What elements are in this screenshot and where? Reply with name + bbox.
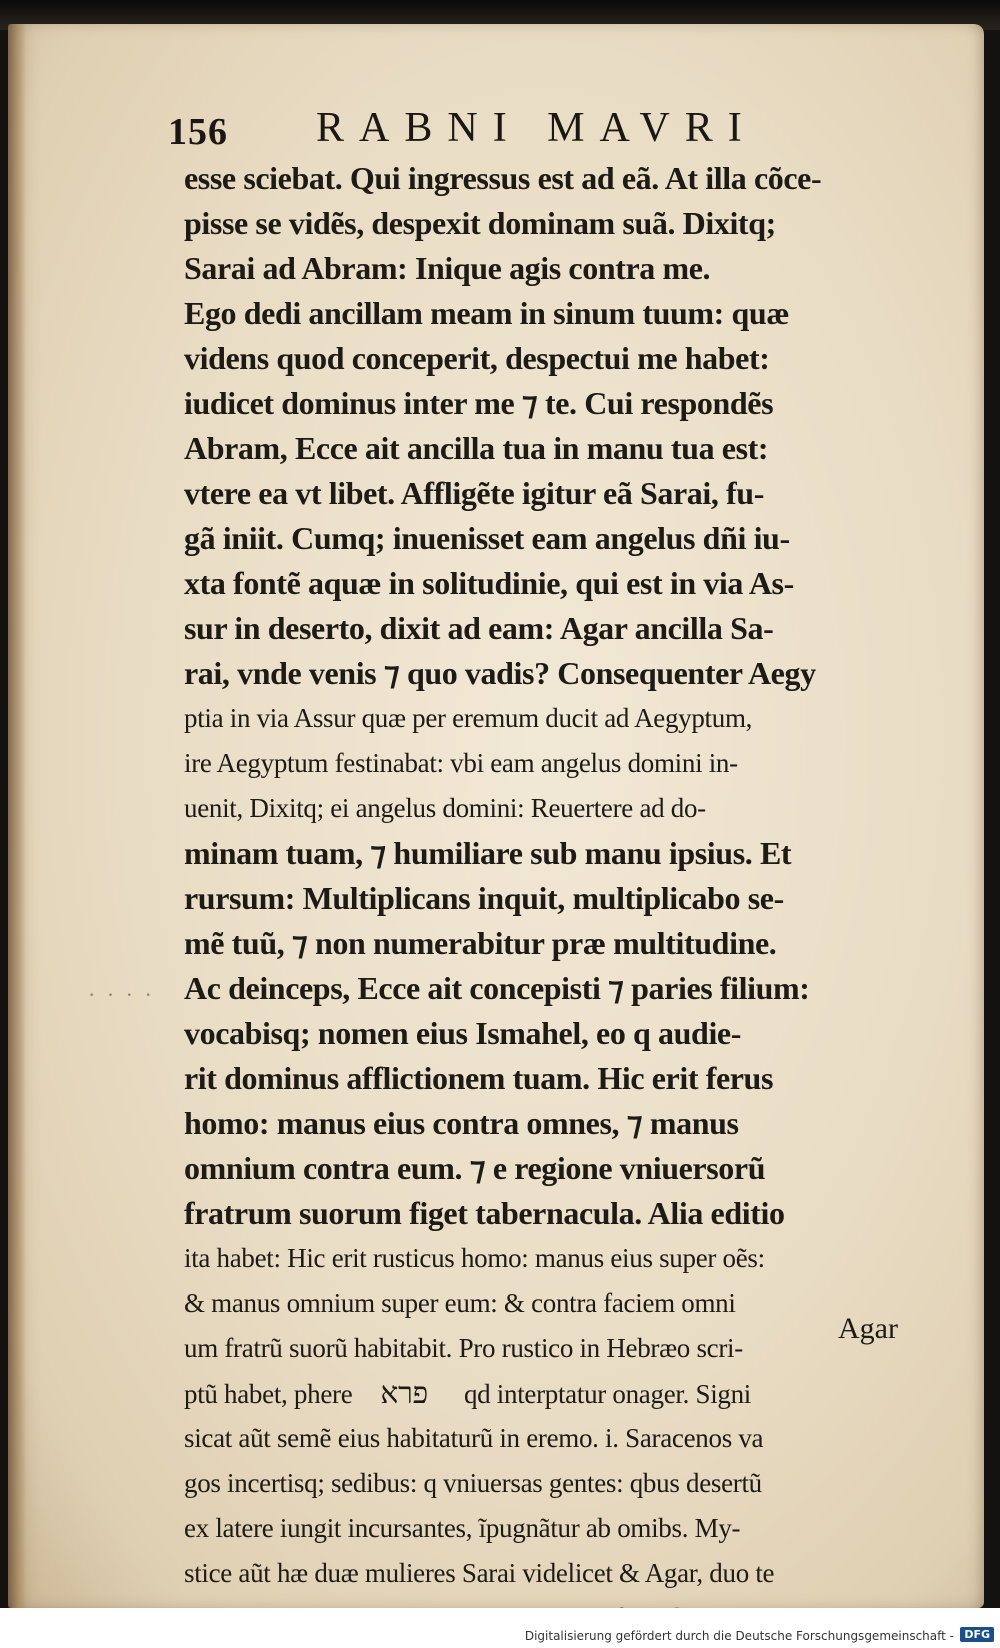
text-line: gos incertisq; sedibus: q vniuersas gentes: qbus desertũ — [184, 1468, 762, 1498]
funding-credit: Digitalisierung gefördert durch die Deutsche Forschungsgemeinschaft - — [524, 1629, 954, 1643]
text-fragment: ptũ habet, phere — [184, 1379, 353, 1409]
running-title: RABNI MAVRI — [316, 105, 757, 151]
page-number: 156 — [168, 111, 228, 153]
text-line: uenit, Dixitq; ei angelus domini: Reuertere ad do- — [184, 793, 706, 823]
text-line: sur in deserto, dixit ad eam: Agar ancilla Sa- — [184, 610, 774, 646]
text-line: gã iniit. Cumq; inuenisset eam angelus dñi iu- — [184, 520, 790, 556]
text-line: & manus omnium super eum: & contra faciem omni — [184, 1288, 736, 1318]
text-block — [184, 156, 910, 1641]
text-line: rursum: Multiplicans inquit, multiplicabo se- — [184, 880, 784, 916]
text-fragment: qd interptatur onager. Signi — [463, 1379, 751, 1409]
text-line: um fratrũ suorũ habitabit. Pro rustico in Hebræo scri- — [184, 1333, 743, 1363]
binding-edge — [8, 24, 26, 1608]
text-line: stice aũt hæ duæ mulieres Sarai videlicet & Agar, duo te — [184, 1558, 775, 1588]
footer-bar — [0, 1608, 1000, 1648]
margin-mark: · · · · — [88, 982, 155, 1007]
text-line: Sarai ad Abram: Inique agis contra me. — [184, 250, 711, 286]
text-line: homo: manus eius contra omnes, ⁊ manus — [184, 1105, 739, 1141]
text-line: fratrum suorum figet tabernacula. Alia editio — [184, 1195, 785, 1231]
text-line: rai, vnde venis ⁊ quo vadis? Consequenter Aegy — [184, 655, 816, 691]
text-line: Abram, Ecce ait ancilla tua in manu tua est: — [184, 430, 769, 466]
text-line: Ac deinceps, Ecce ait concepisti ⁊ paries filium: — [184, 970, 810, 1006]
text-line: ex latere iungit incursantes, ĩpugnãtur ab omibs. My- — [184, 1513, 741, 1543]
text-line: esse sciebat. Qui ingressus est ad eã. At illa cõce- — [184, 160, 822, 196]
text-line: xta fontẽ aquæ in solitudinie, qui est in via As- — [184, 565, 794, 601]
text-line: vocabisq; nomen eius Ismahel, eo q audie- — [184, 1015, 741, 1051]
dfg-logo[interactable]: DFG — [960, 1627, 994, 1642]
text-line: ita habet: Hic erit rusticus homo: manus eius super oẽs: — [184, 1243, 765, 1273]
catchword: Agar — [838, 1312, 898, 1345]
text-line: sicat aũt semẽ eius habitaturũ in eremo. i. Saracenos va — [184, 1423, 764, 1453]
text-line: minam tuam, ⁊ humiliare sub manu ipsius. Et — [184, 835, 792, 871]
text-line: Ego dedi ancillam meam in sinum tuum: quæ — [184, 295, 790, 331]
hebrew-word: פרא — [380, 1376, 428, 1411]
text-line: ire Aegyptum festinabat: vbi eam angelus domini in- — [184, 748, 738, 778]
text-line: omnium contra eum. ⁊ e regione vniuersorũ — [184, 1150, 766, 1186]
text-line: iudicet dominus inter me ⁊ te. Cui respondẽs — [184, 385, 774, 421]
text-line: mẽ tuũ, ⁊ non numerabitur præ multitudine. — [184, 925, 777, 961]
text-line: vtere ea vt libet. Affligẽte igitur eã Sarai, fu- — [184, 475, 764, 511]
text-line: videns quod conceperit, despectui me habet: — [184, 340, 770, 376]
text-line: rit dominus afflictionem tuam. Hic erit ferus — [184, 1060, 774, 1096]
text-line: ptia in via Assur quæ per eremum ducit ad Aegyptum, — [184, 703, 753, 733]
text-line: pisse se vidẽs, despexit dominam suã. Dixitq; — [184, 205, 776, 241]
running-head — [168, 104, 788, 154]
text-line-hebrew — [184, 1371, 910, 1416]
